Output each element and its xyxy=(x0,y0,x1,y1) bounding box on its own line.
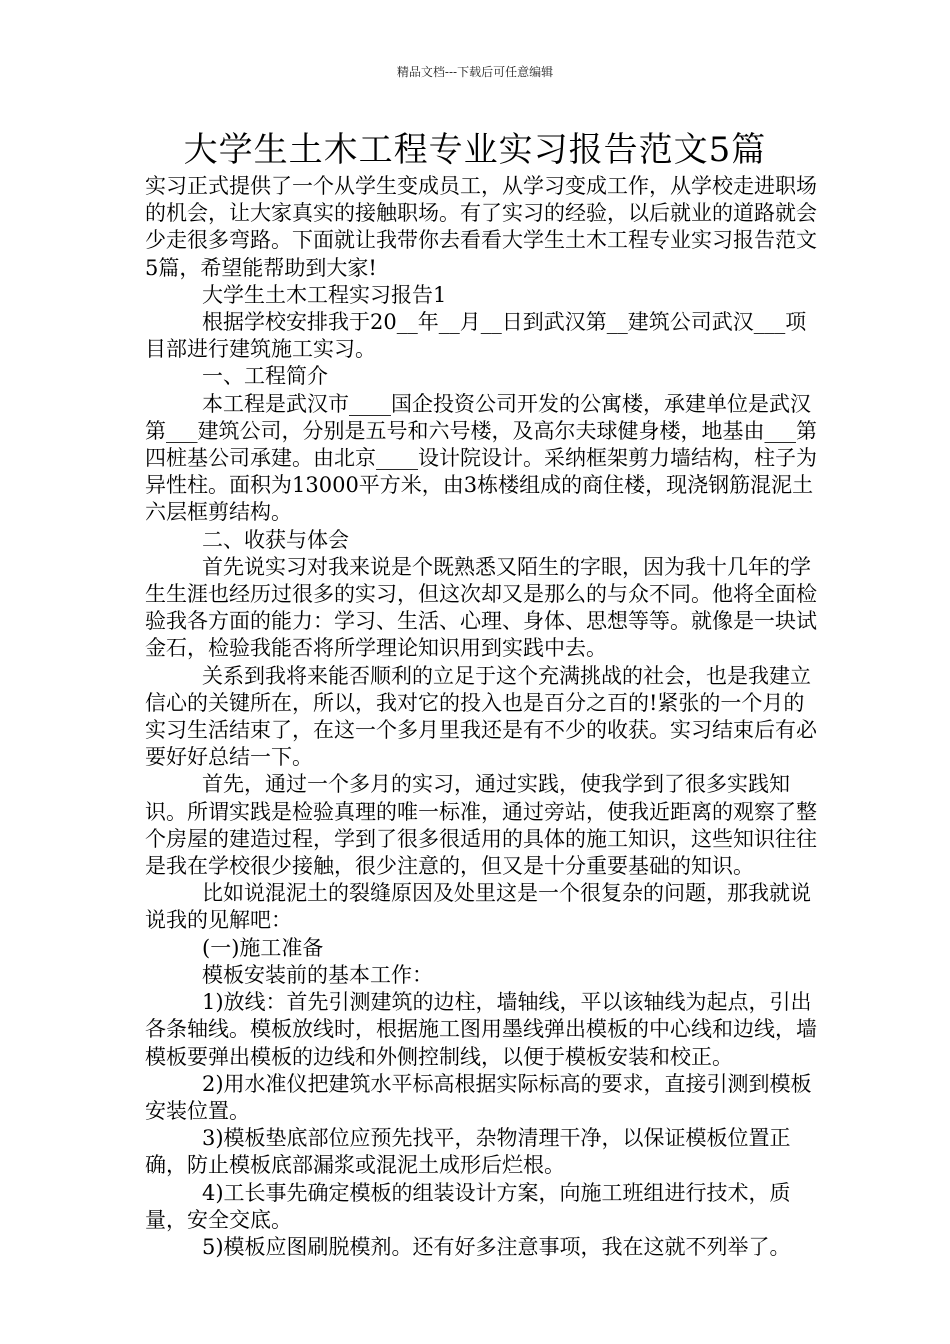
body-paragraph: 首先，通过一个多月的实习，通过实践，使我学到了很多实践知识。所谓实践是检验真理的唯一标准，通过旁站，使我近距离的观察了整个房屋的建造过程，学到了很多很适用的具体的施工知识，这些知识往往是我在学校很少接触，很少注意的，但又是十分重要基础的知识。 xyxy=(145,772,817,879)
list-item: 3)模板垫底部位应预先找平，杂物清理干净，以保证模板位置正确，防止模板底部漏浆或混泥土成形后烂根。 xyxy=(145,1126,791,1178)
section-heading: 大学生土木工程实习报告1 xyxy=(202,282,447,307)
page-header: 精品文档---下载后可任意编辑 xyxy=(396,65,554,79)
list-item: 5)模板应图刷脱模剂。还有好多注意事项，我在这就不列举了。 xyxy=(202,1234,791,1259)
body-paragraph: 本工程是武汉市____国企投资公司开发的公寓楼，承建单位是武汉第___建筑公司，分别是五号和六号楼，及高尔夫球健身楼，地基由___第四桩基公司承建。由北京____设计院设计。采纳框架剪力墙结构，柱子为异性柱。面积为13000平方米，由3栋楼组成的商住楼，现浇钢筋混泥土六层框剪结构。 xyxy=(145,391,817,525)
document-body xyxy=(145,173,825,1261)
body-paragraph: 关系到我将来能否顺利的立足于这个充满挑战的社会，也是我建立信心的关键所在，所以，我对它的投入也是百分之百的!紧张的一个月的实习生活结束了，在这一个多月里我还是有不少的收获。实习结束后有必要好好总结一下。 xyxy=(145,663,817,770)
body-paragraph: 首先说实习对我来说是个既熟悉又陌生的字眼，因为我十几年的学生生涯也经历过很多的实习，但这次却又是那么的与众不同。他将全面检验我各方面的能力：学习、生活、心理、身体、思想等等。就像是一块试金石，检验我能否将所学理论知识用到实践中去。 xyxy=(145,554,817,661)
section-heading: 一、工程简介 xyxy=(202,364,328,389)
section-heading: (一)施工准备 xyxy=(202,935,324,960)
body-paragraph: 根据学校安排我于20__年__月__日到武汉第__建筑公司武汉___项目部进行建筑施工实习。 xyxy=(145,310,807,362)
body-paragraph: 模板安装前的基本工作： xyxy=(202,962,433,987)
intro-paragraph: 实习正式提供了一个从学生变成员工，从学习变成工作，从学校走进职场的机会，让大家真实的接触职场。有了实习的经验，以后就业的道路就会少走很多弯路。下面就让我带你去看看大学生土木工程专业实习报告范文5篇，希望能帮助到大家! xyxy=(145,174,817,280)
list-item: 4)工长事先确定模板的组装设计方案，向施工班组进行技术，质量，安全交底。 xyxy=(145,1180,791,1232)
section-heading: 二、收获与体会 xyxy=(202,527,349,552)
document-title: 大学生土木工程专业实习报告范文5篇 xyxy=(183,130,767,170)
list-item: 1)放线：首先引测建筑的边柱，墙轴线，平以该轴线为起点，引出各条轴线。模板放线时，根据施工图用墨线弹出模板的中心线和边线，墙模板要弹出模板的边线和外侧控制线，以便于模板安装和校正。 xyxy=(145,990,817,1069)
body-paragraph: 比如说混泥土的裂缝原因及处里这是一个很复杂的问题，那我就说说我的见解吧： xyxy=(145,881,811,933)
list-item: 2)用水准仪把建筑水平标高根据实际标高的要求，直接引测到模板安装位置。 xyxy=(145,1071,812,1123)
